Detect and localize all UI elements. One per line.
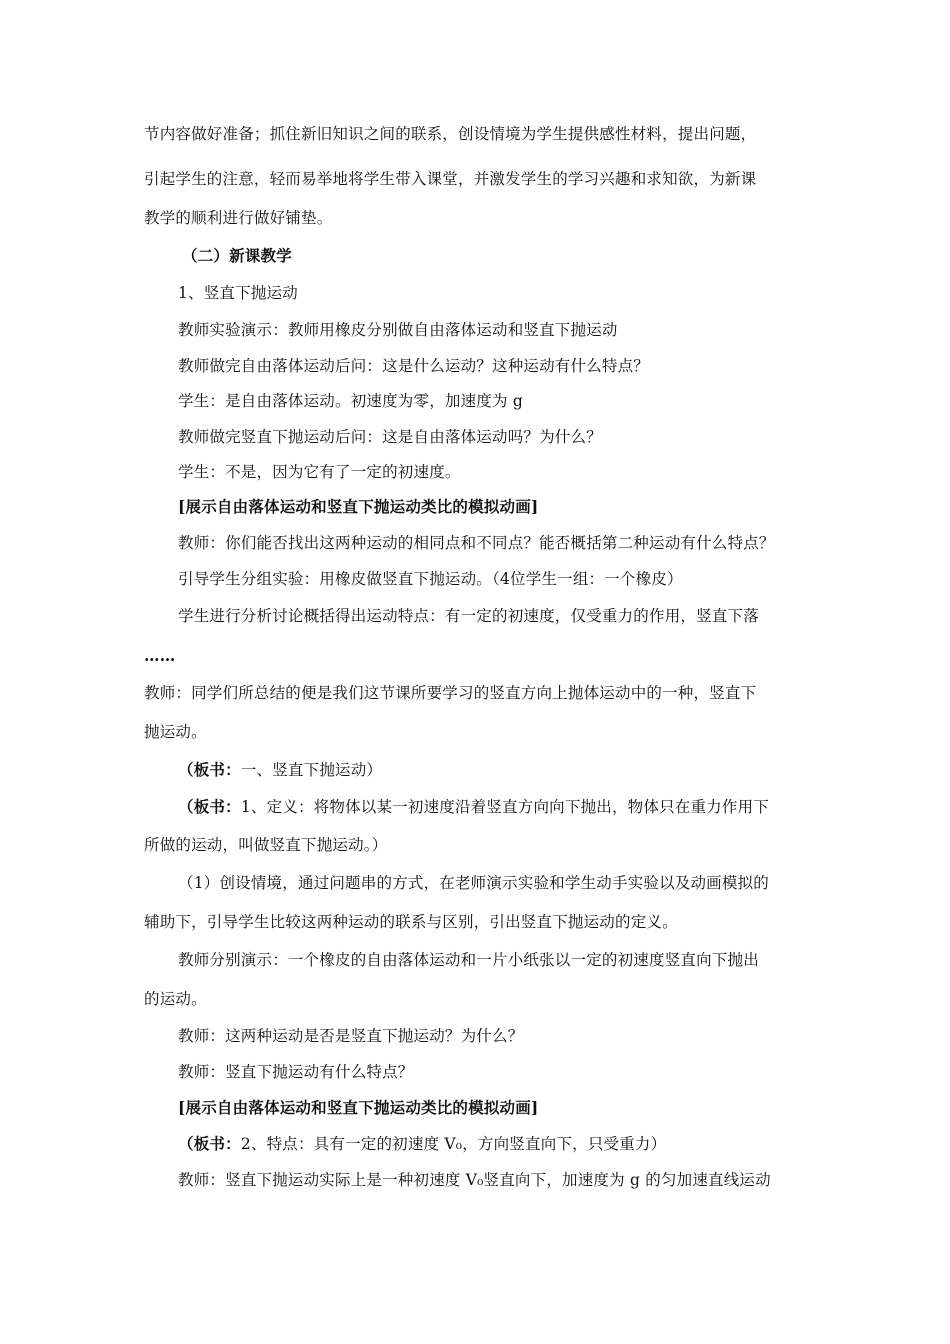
- paragraph-line: 学生进行分析讨论概括得出运动特点：有一定的初速度，仅受重力的作用，竖直下落: [178, 607, 759, 625]
- paragraph-line: 引导学生分组实验：用橡皮做竖直下抛运动。（4位学生一组：一个橡皮）: [178, 570, 683, 588]
- paragraph-line: 教师：你们能否找出这两种运动的相同点和不同点？能否概括第二种运动有什么特点？: [178, 534, 775, 552]
- board-label: （板书：: [178, 797, 241, 816]
- paragraph-line: 教师：竖直下抛运动实际上是一种初速度 V₀竖直向下，加速度为 g 的匀加速直线运动: [178, 1171, 771, 1189]
- paragraph-line: 教师：这两种运动是否是竖直下抛运动？为什么？: [178, 1027, 524, 1045]
- animation-note: [展示自由落体运动和竖直下抛运动类比的模拟动画]: [178, 497, 539, 516]
- paragraph-line: 教师做完自由落体运动后问：这是什么运动？这种运动有什么特点？: [178, 357, 650, 375]
- board-note: [178, 1134, 666, 1154]
- paragraph-line: 学生：不是，因为它有了一定的初速度。: [178, 463, 461, 481]
- section-heading: （二）新课教学: [182, 246, 292, 265]
- paragraph-line: 教师做完竖直下抛运动后问：这是自由落体运动吗？为什么？: [178, 428, 602, 446]
- animation-note: [展示自由落体运动和竖直下抛运动类比的模拟动画]: [178, 1098, 539, 1117]
- board-text: 2、特点：具有一定的初速度 V₀，方向竖直向下，只受重力）: [240, 1135, 667, 1153]
- ellipsis-line: ……: [144, 646, 176, 665]
- subsection-heading: 1、竖直下抛运动: [178, 284, 298, 302]
- paragraph-line: 教师实验演示：教师用橡皮分别做自由落体运动和竖直下抛运动: [178, 321, 618, 339]
- board-text: 一、竖直下抛运动）: [240, 761, 383, 779]
- paragraph-line: 引起学生的注意，轻而易举地将学生带入课堂，并激发学生的学习兴趣和求知欲，为新课: [144, 170, 757, 188]
- paragraph-line: 教师：同学们所总结的便是我们这节课所要学习的竖直方向上抛体运动中的一种，竖直下: [144, 684, 757, 702]
- paragraph-line: 节内容做好准备；抓住新旧知识之间的联系，创设情境为学生提供感性材料，提出问题，: [144, 125, 757, 143]
- paragraph-line: （1）创设情境，通过问题串的方式，在老师演示实验和学生动手实验以及动画模拟的: [178, 874, 769, 892]
- paragraph-line: 所做的运动，叫做竖直下抛运动。）: [144, 836, 388, 854]
- paragraph-line: 辅助下，引导学生比较这两种运动的联系与区别，引出竖直下抛运动的定义。: [144, 913, 678, 931]
- paragraph-line: 教师：竖直下抛运动有什么特点？: [178, 1063, 414, 1081]
- paragraph-line: 教学的顺利进行做好铺垫。: [144, 209, 333, 227]
- board-label: （板书：: [178, 1134, 241, 1153]
- board-note: [178, 760, 382, 780]
- paragraph-line: 抛运动。: [144, 723, 207, 741]
- paragraph-line: 学生：是自由落体运动。初速度为零，加速度为 g: [178, 392, 523, 410]
- board-label: （板书：: [178, 760, 241, 779]
- board-text: 1、定义：将物体以某一初速度沿着竖直方向向下抛出，物体只在重力作用下: [240, 798, 769, 816]
- paragraph-line: 教师分别演示：一个橡皮的自由落体运动和一片小纸张以一定的初速度竖直向下抛出: [178, 951, 759, 969]
- paragraph-line: 的运动。: [144, 990, 207, 1008]
- board-note: [178, 797, 769, 817]
